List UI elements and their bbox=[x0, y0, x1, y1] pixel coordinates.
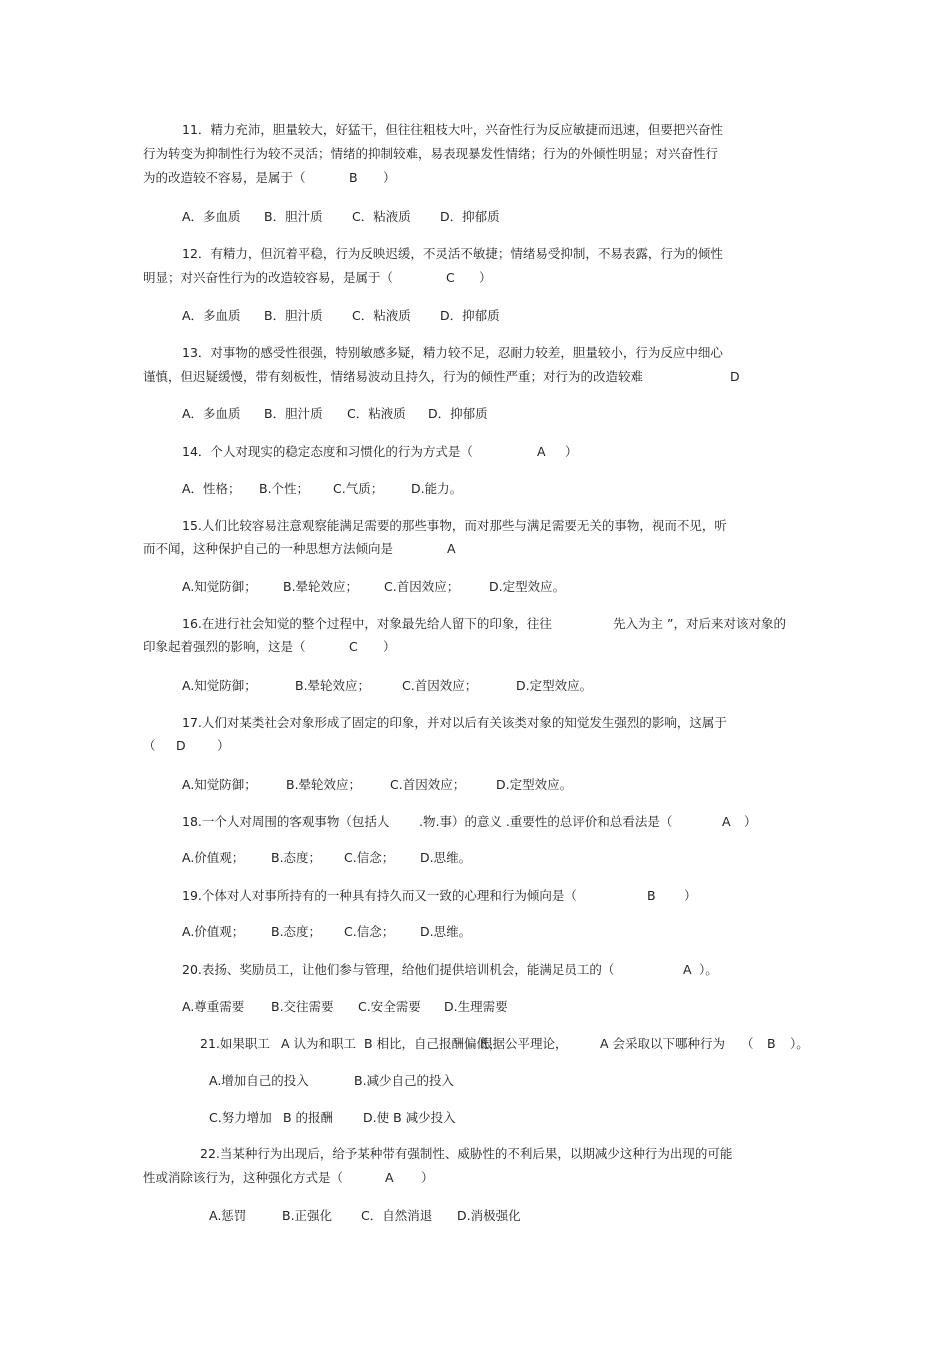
answer-letter: A bbox=[722, 814, 731, 829]
option-d: D.定型效应。 bbox=[489, 579, 566, 594]
option-c: C.信念； bbox=[344, 850, 395, 865]
paren-open: （ bbox=[143, 738, 156, 753]
paren-close: ）。 bbox=[699, 962, 718, 977]
question-text: B 相比，自己报酬偏低， bbox=[364, 1036, 502, 1051]
option-b: B.态度； bbox=[271, 924, 322, 939]
question-text: 16.在进行社会知觉的整个过程中，对象最先给人留下的印象，往往 bbox=[182, 616, 552, 631]
paren-close: ） bbox=[217, 738, 230, 753]
option-c: C.气质； bbox=[333, 481, 384, 496]
question-text: 根据公平理论， bbox=[480, 1036, 568, 1051]
option-b: B.个性； bbox=[259, 481, 310, 496]
answer-letter: B bbox=[349, 170, 358, 185]
question-text: 性或消除该行为，这种强化方式是（ bbox=[143, 1170, 344, 1185]
question-text: 20.表扬、奖励员工，让他们参与管理，给他们提供培训机会，能满足员工的（ bbox=[182, 962, 615, 977]
paren-close: ） bbox=[479, 270, 492, 285]
option-d: D.思维。 bbox=[420, 924, 472, 939]
question-text: 19.个体对人对事所持有的一种具有持久而又一致的心理和行为倾向是（ bbox=[182, 888, 577, 903]
option-d: D．抑郁质 bbox=[440, 209, 500, 224]
option-a: A．性格； bbox=[182, 481, 241, 496]
option-d: D.定型效应。 bbox=[516, 678, 593, 693]
question-text: 12．有精力，但沉着平稳，行为反映迟缓，不灵活不敏捷；情绪易受抑制，不易表露，行为的倾性 bbox=[182, 246, 723, 261]
option-b: B.晕轮效应； bbox=[295, 678, 371, 693]
option-b: B．胆汁质 bbox=[264, 308, 323, 323]
option-a: A．多血质 bbox=[182, 406, 241, 421]
option-d: D.使 B 减少投入 bbox=[363, 1110, 456, 1125]
option-d: D.思维。 bbox=[420, 850, 472, 865]
option-d: D.消极强化 bbox=[457, 1208, 521, 1223]
option-a: A.知觉防御； bbox=[182, 678, 257, 693]
option-c: C.首因效应； bbox=[384, 579, 460, 594]
option-c: C．粘液质 bbox=[352, 209, 411, 224]
option-a: A.知觉防御； bbox=[182, 579, 257, 594]
option-b: B.态度； bbox=[271, 850, 322, 865]
option-c: C．粘液质 bbox=[347, 406, 406, 421]
paren-close: ） bbox=[383, 639, 396, 654]
question-text: 谨慎，但迟疑缓慢，带有刻板性，情绪易波动且持久，行为的倾性严重；对行为的改造较难 bbox=[143, 369, 644, 384]
option-b: B.晕轮效应； bbox=[283, 579, 359, 594]
option-b: B.减少自己的投入 bbox=[354, 1073, 455, 1088]
option-c: C.首因效应； bbox=[390, 777, 466, 792]
option-a: A.价值观； bbox=[182, 924, 245, 939]
option-c: B 的报酬 bbox=[283, 1110, 334, 1125]
option-c: C.努力增加 bbox=[209, 1110, 272, 1125]
option-c: C．粘液质 bbox=[352, 308, 411, 323]
option-a: A．多血质 bbox=[182, 209, 241, 224]
question-text: 先入为主 ”，对后来对该对象的 bbox=[613, 616, 786, 631]
question-text: .物.事）的意义 .重要性的总评价和总看法是（ bbox=[419, 814, 673, 829]
question-text: A 认为和职工 bbox=[281, 1036, 357, 1051]
option-c: C.信念； bbox=[344, 924, 395, 939]
question-text: 行为转变为抑制性行为较不灵活；情绪的抑制较难，易表现暴发性情绪；行为的外倾性明显；对兴奋性行 bbox=[143, 146, 719, 161]
question-text: A 会采取以下哪种行为 bbox=[600, 1036, 726, 1051]
paren-close: ）。 bbox=[790, 1036, 809, 1051]
answer-letter: A bbox=[683, 962, 692, 977]
question-text: 而不闻，这种保护自己的一种思想方法倾向是 bbox=[143, 541, 394, 556]
paren-close: ） bbox=[565, 444, 578, 459]
answer-letter: D bbox=[730, 369, 740, 384]
question-text: 13．对事物的感受性很强，特别敏感多疑，精力较不足，忍耐力较差，胆量较小，行为反应中细心 bbox=[182, 345, 723, 360]
option-b: B．胆汁质 bbox=[264, 209, 323, 224]
answer-letter: B bbox=[767, 1036, 776, 1051]
question-text: 18.一个人对周围的客观事物（包括人 bbox=[182, 814, 390, 829]
answer-letter: D bbox=[176, 738, 186, 753]
question-text: 17.人们对某类社会对象形成了固定的印象，并对以后有关该类对象的知觉发生强烈的影响，这属于 bbox=[182, 715, 727, 730]
question-text: 印象起着强烈的影响，这是（ bbox=[143, 639, 306, 654]
paren-close: ） bbox=[684, 888, 697, 903]
option-a: A.增加自己的投入 bbox=[209, 1073, 309, 1088]
option-b: B.正强化 bbox=[282, 1208, 333, 1223]
question-text: 11．精力充沛，胆量较大，好猛干，但往往粗枝大叶，兴奋性行为反应敏捷而迅速，但要把兴奋性 bbox=[182, 122, 723, 137]
paren-close: ） bbox=[421, 1170, 434, 1185]
option-b: B.交往需要 bbox=[271, 999, 334, 1014]
answer-letter: C bbox=[446, 270, 455, 285]
question-text: 为的改造较不容易，是属于（ bbox=[143, 170, 306, 185]
question-text: 15.人们比较容易注意观察能满足需要的那些事物，而对那些与满足需要无关的事物，视而不见，听 bbox=[182, 518, 727, 533]
option-d: D．抑郁质 bbox=[428, 406, 488, 421]
question-text: 14．个人对现实的稳定态度和习惯化的行为方式是（ bbox=[182, 444, 473, 459]
option-c: C．自然消退 bbox=[361, 1208, 433, 1223]
answer-letter: A bbox=[537, 444, 546, 459]
answer-letter: B bbox=[647, 888, 656, 903]
option-a: A.尊重需要 bbox=[182, 999, 245, 1014]
option-d: D．抑郁质 bbox=[440, 308, 500, 323]
option-a: A．多血质 bbox=[182, 308, 241, 323]
option-a: A.惩罚 bbox=[209, 1208, 247, 1223]
paren-close: ） bbox=[744, 814, 757, 829]
question-text: 明显；对兴奋性行为的改造较容易，是属于（ bbox=[143, 270, 394, 285]
option-d: D.能力。 bbox=[411, 481, 463, 496]
paren-close: ） bbox=[383, 170, 396, 185]
option-a: A.价值观； bbox=[182, 850, 245, 865]
option-c: C.首因效应； bbox=[402, 678, 478, 693]
question-text: 21.如果职工 bbox=[200, 1036, 270, 1051]
question-text: 22.当某种行为出现后，给予某种带有强制性、威胁性的不利后果，以期减少这种行为出现的可能 bbox=[200, 1146, 733, 1161]
option-b: B．胆汁质 bbox=[264, 406, 323, 421]
paren-open: （ bbox=[741, 1036, 754, 1051]
answer-letter: C bbox=[349, 639, 358, 654]
answer-letter: A bbox=[447, 541, 456, 556]
option-d: D.定型效应。 bbox=[496, 777, 573, 792]
answer-letter: A bbox=[385, 1170, 394, 1185]
option-d: D.生理需要 bbox=[444, 999, 508, 1014]
option-a: A.知觉防御； bbox=[182, 777, 257, 792]
option-b: B.晕轮效应； bbox=[286, 777, 362, 792]
option-c: C.安全需要 bbox=[358, 999, 421, 1014]
